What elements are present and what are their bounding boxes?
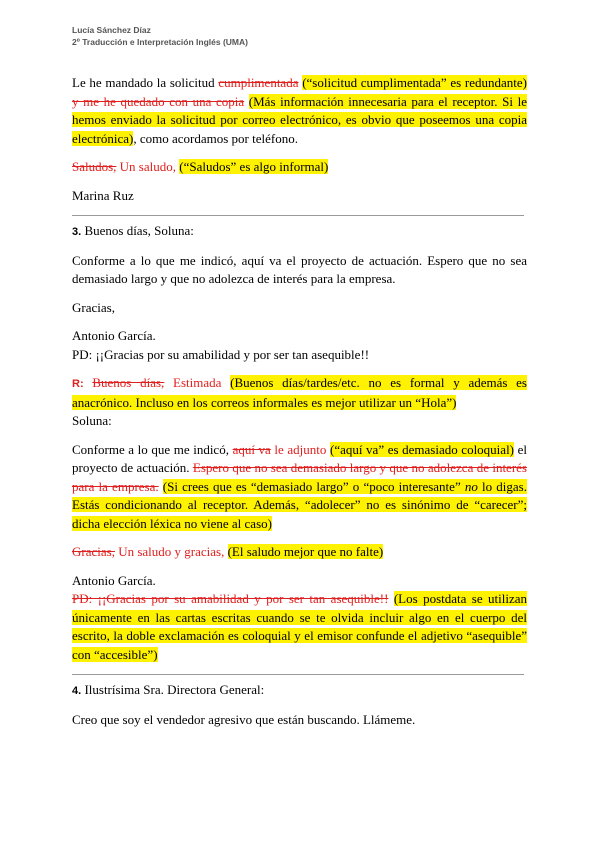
struck-text: y me he quedado con una copia <box>72 93 245 109</box>
page-header <box>72 24 248 48</box>
struck-text: cumplimentada <box>218 75 299 90</box>
text: , como acordamos por teléfono. <box>133 130 298 146</box>
exercise-3-thanks: Gracias, <box>72 299 115 315</box>
highlight-note: (“solicitud cumplimentada” es redundante) <box>302 75 528 90</box>
correction-text: Estimada <box>164 375 222 390</box>
struck-text: Buenos días, <box>92 375 165 390</box>
divider <box>72 674 524 675</box>
correction-text: Un saludo, <box>116 159 177 174</box>
correction-text: Un saludo y gracias, <box>114 544 225 559</box>
note-emphasis: no <box>464 478 478 494</box>
signature: Marina Ruz <box>72 187 134 203</box>
exercise-number: 4. <box>72 685 82 697</box>
response-closing <box>72 543 527 562</box>
response-greeting <box>72 374 527 412</box>
response-pd <box>72 590 527 664</box>
struck-text: aquí va <box>232 441 271 457</box>
closing-line <box>72 158 527 177</box>
highlight-note: (El saludo mejor que no falte) <box>227 544 384 559</box>
corrected-paragraph <box>72 74 527 148</box>
response-paragraph <box>72 441 527 534</box>
exercise-4-paragraph: Creo que soy el vendedor agresivo que están buscando. Llámeme. <box>72 711 416 727</box>
struck-text: PD: ¡¡Gracias por su amabilidad y por ser tan asequible!! <box>72 591 389 606</box>
greeting: Ilustrísima Sra. Directora General: <box>81 682 265 697</box>
text: el proyecto de actuación. <box>72 441 527 475</box>
note-text: (Si crees que es “demasiado largo” o “poco interesante” <box>162 478 465 494</box>
exercise-4-heading <box>72 681 527 701</box>
response-recipient: Soluna: <box>72 413 112 428</box>
course-name: 2º Traducción e Interpretación Inglés (UMA) <box>72 37 248 47</box>
highlight-note: (Los postdata se utilizan únicamente en las cartas escritas cuando se te olvida incluir algo en el cuerpo del escrito, la doble exclamación es coloquial y el emisor confunde el adjetivo “asequible” con “accesible”) <box>72 591 528 662</box>
struck-text: Saludos, <box>72 159 117 174</box>
response-name: Antonio García. <box>72 572 156 588</box>
highlight-note: (Buenos días/tardes/etc. no es formal y además es anacrónico. Incluso en los correos informales es mejor utilizar un “Hola”) <box>72 375 527 410</box>
exercise-3-name: Antonio García. <box>72 328 156 343</box>
text: Conforme a lo que me indicó, <box>72 441 233 457</box>
exercise-3-pd: PD: ¡¡Gracias por su amabilidad y por ser tan asequible!! <box>72 346 370 362</box>
greeting: Buenos días, Soluna: <box>81 223 194 238</box>
exercise-3-heading <box>72 222 527 242</box>
struck-text: Espero que no sea demasiado largo y que no adolezca de interés para la empresa. <box>72 460 527 494</box>
text: Le he mandado la solicitud <box>72 75 219 90</box>
document-body <box>72 74 527 739</box>
note-text: lo digas. Estás condicionando al receptor. Además, “adolecer” no es sinónimo de “carecer”; dicha elección léxica no viene al caso) <box>72 478 527 531</box>
exercise-3-paragraph: Conforme a lo que me indicó, aquí va el proyecto de actuación. Espero que no sea demasiado largo y que no adolezca de interés para la empresa. <box>72 252 527 286</box>
divider <box>72 215 524 216</box>
highlight-note: (Más información innecesaria para el receptor. Si le hemos enviado la solicitud por correo electrónico, es obvio que poseemos una copia electrónica) <box>72 93 527 146</box>
correction-text: le adjunto <box>270 441 327 457</box>
response-label: R: <box>72 378 84 390</box>
exercise-number: 3. <box>72 226 82 238</box>
highlight-note: (“Saludos” es algo informal) <box>179 159 329 174</box>
struck-text: Gracias, <box>72 544 115 559</box>
highlight-note: (“aquí va” es demasiado coloquial) <box>329 441 515 457</box>
author-name: Lucía Sánchez Díaz <box>72 25 151 35</box>
